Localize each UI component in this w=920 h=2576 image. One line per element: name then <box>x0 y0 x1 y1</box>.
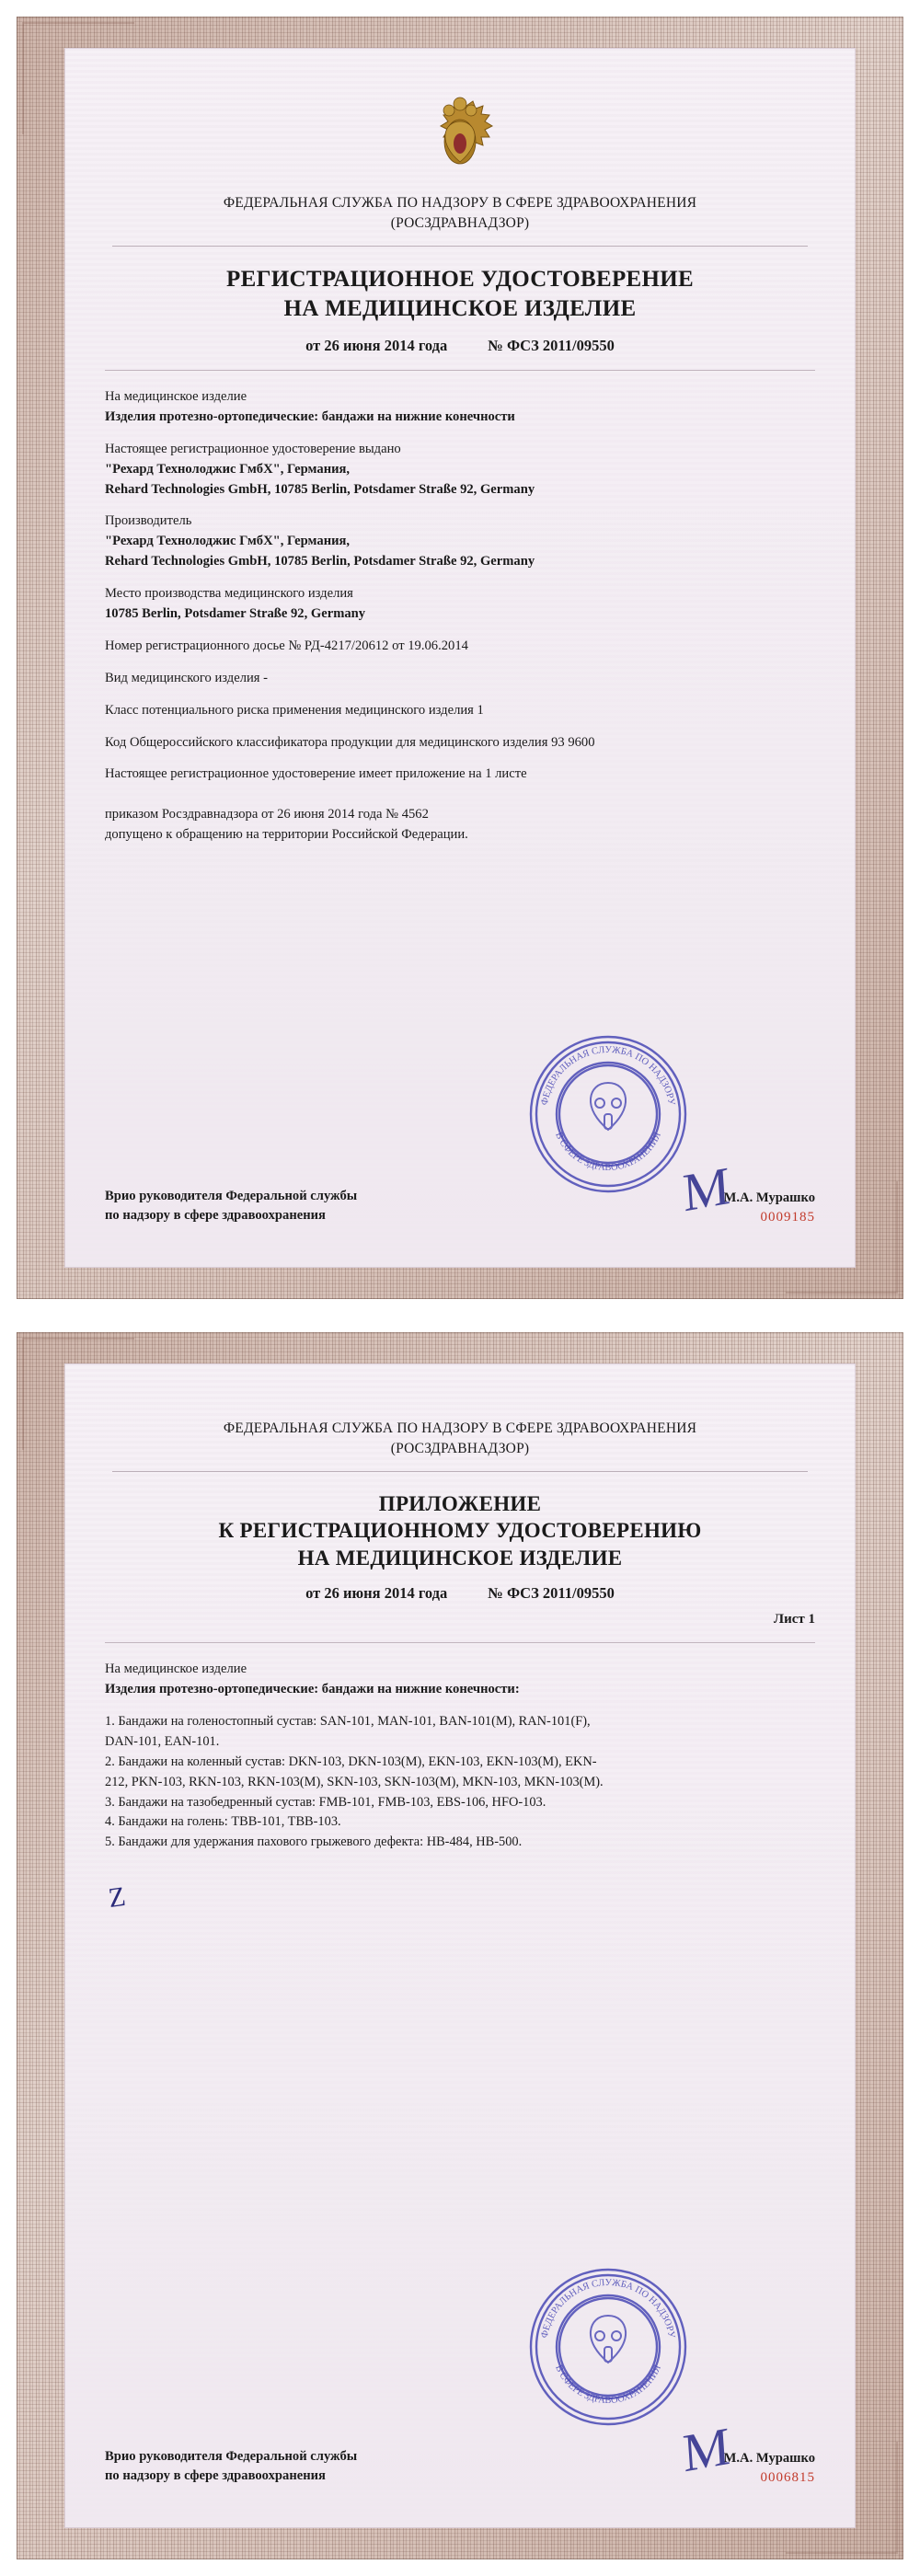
handwritten-signature-2: М <box>681 2415 732 2484</box>
field-device-label: На медицинское изделие <box>105 388 247 404</box>
field-manufacturer-value-latin: Rehard Technologies GmbH, 10785 Berlin, Potsdamer Straße 92, Germany <box>105 554 535 569</box>
title-line-2: НА МЕДИЦИНСКОЕ ИЗДЕЛИЕ <box>283 295 637 321</box>
title-line-3-p2: НА МЕДИЦИНСКОЕ ИЗДЕЛИЕ <box>297 1546 623 1570</box>
device-model-list <box>105 1712 815 1853</box>
field-device-value-p2: Изделия протезно-ортопедические: бандажи на нижние конечности: <box>105 1682 520 1697</box>
order-line-2: допущено к обращению на территории Российской Федерации. <box>105 827 468 843</box>
line-annex <box>105 765 815 785</box>
order-line-1: приказом Росздравнадзора от 26 июня 2014 года № 4562 <box>105 807 429 822</box>
field-issued-to-label: Настоящее регистрационное удостоверение выдано <box>105 441 401 456</box>
title-line-1: РЕГИСТРАЦИОННОЕ УДОСТОВЕРЕНИЕ <box>226 266 694 292</box>
sheet-number: Лист 1 <box>773 1612 815 1627</box>
certificate-body-1 <box>105 387 815 845</box>
signature-block-2 <box>105 2415 815 2486</box>
field-issued-to-value: "Рехард Технолоджис ГмбХ", Германия, <box>105 461 351 477</box>
field-production-site-value: 10785 Berlin, Potsdamer Straße 92, Germany <box>105 605 366 621</box>
signatory-title-line-2: по надзору в сфере здравоохранения <box>105 1207 326 1223</box>
list-item: 1. Бандажи на голеностопный сустав: SAN-101, MAN-101, BAN-101(M), RAN-101(F), <box>105 1714 591 1730</box>
line-okp-code-text: Код Общероссийского классификатора продукции для медицинского изделия 93 9600 <box>105 734 595 750</box>
agency-heading <box>105 193 815 235</box>
line-risk-class <box>105 701 815 721</box>
title-line-2-p2: К РЕГИСТРАЦИОННОМУ УДОСТОВЕРЕНИЮ <box>218 1519 702 1543</box>
field-device-value: Изделия протезно-ортопедические: бандажи на нижние конечности <box>105 408 515 424</box>
russian-coat-of-arms-icon <box>105 96 815 180</box>
annex-body <box>105 1660 815 1918</box>
list-item: 3. Бандажи на тазобедренный сустав: FMB-101, FMB-103, EBS-106, HFO-103. <box>105 1794 546 1810</box>
field-device-p2 <box>105 1660 815 1700</box>
list-item: 2. Бандажи на коленный сустав: DKN-103, DKN-103(M), EKN-103, EKN-103(M), EKN- <box>105 1754 597 1769</box>
line-okp-code <box>105 733 815 753</box>
list-item: DAN-101, EAN-101. <box>105 1733 220 1749</box>
official-round-stamp-2 <box>523 2261 694 2432</box>
handwritten-pen-mark: Z <box>106 1881 128 1915</box>
agency-line-1-p2: ФЕДЕРАЛЬНАЯ СЛУЖБА ПО НАДЗОРУ В СФЕРЕ ЗДРАВООХРАНЕНИЯ <box>223 1420 697 1436</box>
certificate-inner-1 <box>64 48 856 1268</box>
signatory-name-1: М.А. Мурашко <box>723 1190 815 1205</box>
serial-number-2: 0006815 <box>760 2470 815 2485</box>
signatory-title-line-1-p2: Врио руководителя Федеральной службы <box>105 2448 358 2464</box>
signatory-title-line-1: Врио руководителя Федеральной службы <box>105 1188 358 1203</box>
certificate-number: № ФСЗ 2011/09550 <box>488 336 615 354</box>
svg-text:В СФЕРЕ ЗДРАВООХРАНЕНИЯ: В СФЕРЕ ЗДРАВООХРАНЕНИЯ <box>553 1131 663 1173</box>
divider-mid-2 <box>105 1642 815 1643</box>
field-production-site-label: Место производства медицинского изделия <box>105 586 353 602</box>
field-production-site <box>105 584 815 625</box>
handwritten-signature-1: М <box>681 1155 732 1224</box>
order-block <box>105 805 815 845</box>
divider-top-2 <box>112 1471 808 1472</box>
signatory-name-2: М.А. Мурашко <box>723 2451 815 2466</box>
svg-text:ФЕДЕРАЛЬНАЯ СЛУЖБА ПО НАДЗОРУ: ФЕДЕРАЛЬНАЯ СЛУЖБА ПО НАДЗОРУ <box>539 2278 677 2340</box>
certificate-inner-2 <box>64 1363 856 2528</box>
field-device-label-p2: На медицинское изделие <box>105 1662 247 1677</box>
line-dossier <box>105 637 815 657</box>
field-device <box>105 387 815 428</box>
field-manufacturer <box>105 512 815 572</box>
divider-mid-1 <box>105 370 815 371</box>
issue-date: от 26 июня 2014 года <box>305 336 448 354</box>
list-item: 4. Бандажи на голень: TBB-101, TBB-103. <box>105 1814 341 1830</box>
date-number-row-2 <box>105 1584 815 1603</box>
field-manufacturer-label: Производитель <box>105 513 192 529</box>
agency-line-2-p2: (РОСЗДРАВНАДЗОР) <box>390 1441 530 1457</box>
serial-number-1: 0009185 <box>760 1210 815 1225</box>
title-line-1-p2: ПРИЛОЖЕНИЕ <box>378 1491 542 1515</box>
list-item: 212, PKN-103, RKN-103, RKN-103(M), SKN-103, SKN-103(M), MKN-103, MKN-103(M). <box>105 1774 604 1789</box>
agency-line-1: ФЕДЕРАЛЬНАЯ СЛУЖБА ПО НАДЗОРУ В СФЕРЕ ЗДРАВООХРАНЕНИЯ <box>223 195 697 211</box>
certificate-page-2 <box>0 1316 920 2576</box>
page-title-1 <box>105 265 815 324</box>
list-item: 5. Бандажи для удержания пахового грыжевого дефекта: HB-484, HB-500. <box>105 1834 523 1850</box>
page-title-2 <box>105 1490 815 1571</box>
ornamental-border-2 <box>17 1332 903 2559</box>
field-issued-to-value-latin: Rehard Technologies GmbH, 10785 Berlin, Potsdamer Straße 92, Germany <box>105 481 535 497</box>
agency-line-2: (РОСЗДРАВНАДЗОР) <box>390 215 530 232</box>
svg-text:ФЕДЕРАЛЬНАЯ СЛУЖБА ПО НАДЗОРУ: ФЕДЕРАЛЬНАЯ СЛУЖБА ПО НАДЗОРУ <box>539 1045 677 1107</box>
line-dossier-text: Номер регистрационного досье № РД-4217/20612 от 19.06.2014 <box>105 638 468 653</box>
field-manufacturer-value: "Рехард Технолоджис ГмбХ", Германия, <box>105 534 351 549</box>
line-risk-class-text: Класс потенциального риска применения медицинского изделия 1 <box>105 702 484 718</box>
signatory-title-line-2-p2: по надзору в сфере здравоохранения <box>105 2467 326 2483</box>
certificate-number-p2: № ФСЗ 2011/09550 <box>488 1584 615 1603</box>
date-number-row-1 <box>105 337 815 355</box>
svg-text:В СФЕРЕ ЗДРАВООХРАНЕНИЯ: В СФЕРЕ ЗДРАВООХРАНЕНИЯ <box>553 2363 663 2406</box>
ornamental-border-1 <box>17 17 903 1299</box>
line-device-kind-text: Вид медицинского изделия - <box>105 670 269 685</box>
line-annex-text: Настоящее регистрационное удостоверение имеет приложение на 1 листе <box>105 766 527 782</box>
signatory-title-2 <box>105 2447 357 2486</box>
signature-block-1 <box>105 1155 815 1225</box>
field-issued-to <box>105 440 815 500</box>
issue-date-p2: от 26 июня 2014 года <box>305 1584 448 1603</box>
agency-heading-2 <box>105 1419 815 1460</box>
divider-top-1 <box>112 246 808 247</box>
signatory-title-1 <box>105 1187 357 1225</box>
line-device-kind <box>105 669 815 689</box>
